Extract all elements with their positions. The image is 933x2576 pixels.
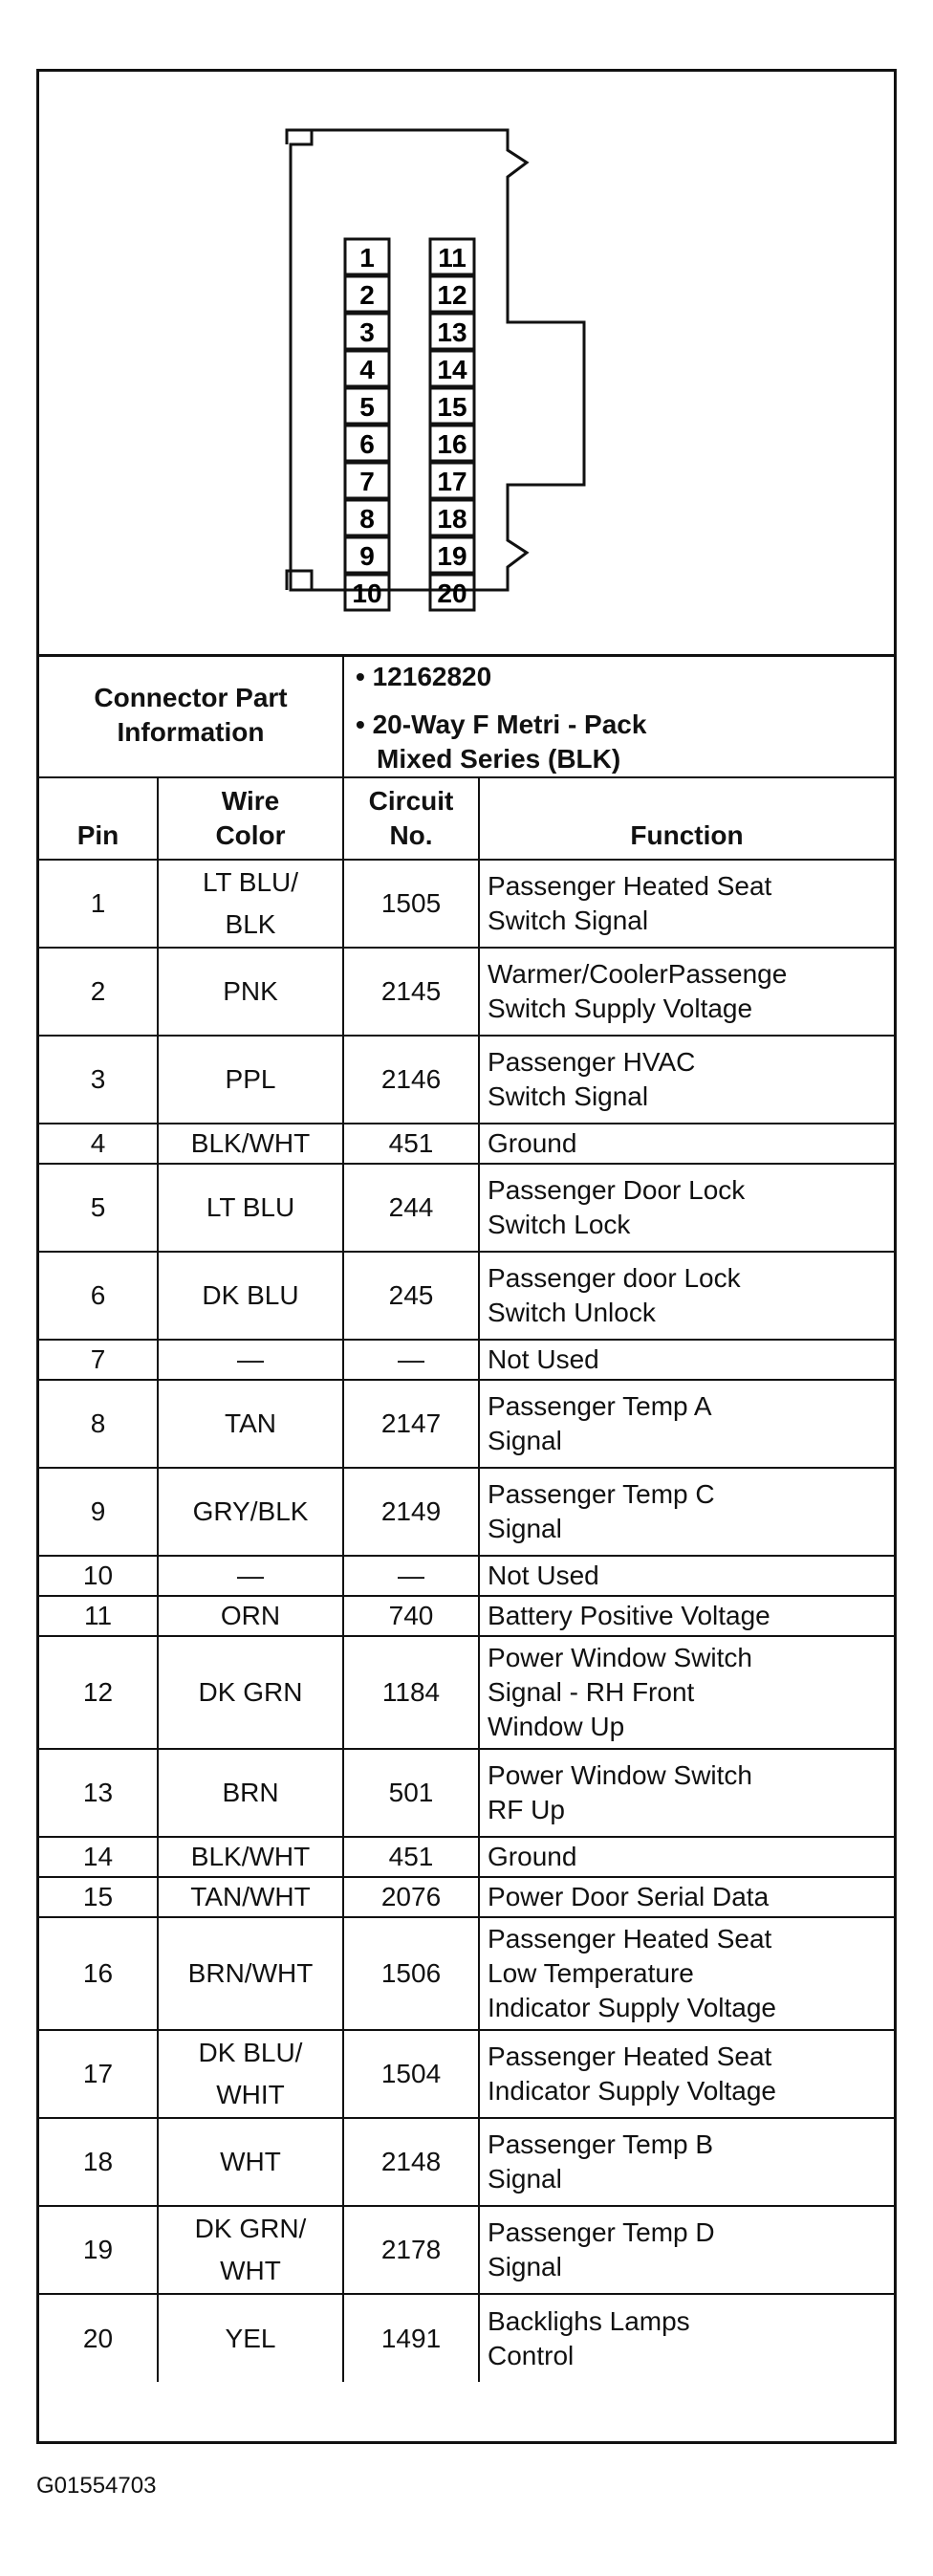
table-row — [39, 1877, 894, 1917]
circuit-cell: — — [343, 1556, 479, 1596]
circuit-cell: — — [343, 1340, 479, 1380]
pin-number-1: 1 — [359, 243, 375, 273]
wire-color-cell — [158, 1036, 343, 1124]
wire-color-cell — [158, 860, 343, 948]
function-line: Not Used — [488, 1561, 599, 1590]
connector-description-2: Mixed Series (BLK) — [377, 744, 621, 774]
circuit-cell: 451 — [343, 1124, 479, 1164]
wire-color-line: PNK — [223, 976, 278, 1006]
function-cell — [479, 1252, 894, 1340]
function-line: Passenger HVAC — [488, 1047, 696, 1077]
circuit-cell: 2146 — [343, 1036, 479, 1124]
function-line: Not Used — [488, 1344, 599, 1374]
wire-color-cell — [158, 2206, 343, 2294]
function-line: Passenger Temp A — [488, 1391, 712, 1421]
pin-cell: 12 — [39, 1636, 158, 1749]
function-cell — [479, 1340, 894, 1380]
connector-description-1: • 20-Way F Metri - Pack — [356, 709, 647, 739]
pin-cell: 3 — [39, 1036, 158, 1124]
function-line: RF Up — [488, 1795, 565, 1824]
table-row — [39, 1749, 894, 1837]
pin-cell: 9 — [39, 1468, 158, 1556]
table-row — [39, 1556, 894, 1596]
pin-number-3: 3 — [359, 317, 375, 347]
pin-number-16: 16 — [437, 429, 467, 459]
wire-color-cell — [158, 1917, 343, 2030]
function-cell — [479, 2118, 894, 2206]
function-line: Signal — [488, 2252, 562, 2281]
function-cell — [479, 1556, 894, 1596]
pin-number-17: 17 — [437, 467, 467, 496]
wire-color-line: GRY/BLK — [192, 1496, 309, 1526]
pin-number-20: 20 — [437, 579, 467, 608]
wire-color-line: BRN/WHT — [187, 1958, 314, 1988]
function-cell — [479, 948, 894, 1036]
wire-color-line: BLK/WHT — [190, 1842, 311, 1871]
wire-color-cell — [158, 1636, 343, 1749]
function-line: Passenger Temp C — [488, 1479, 715, 1509]
pin-number-5: 5 — [359, 392, 375, 422]
function-line: Passenger Heated Seat — [488, 2041, 772, 2071]
table-row — [39, 1837, 894, 1877]
wire-color-line: YEL — [225, 2323, 276, 2353]
pin-cell: 11 — [39, 1596, 158, 1636]
function-line: Indicator Supply Voltage — [488, 2076, 776, 2106]
wire-color-line: BRN — [222, 1778, 279, 1807]
pin-number-7: 7 — [359, 467, 375, 496]
function-line: Signal - RH Front — [488, 1677, 695, 1707]
function-line: Switch Signal — [488, 1081, 649, 1111]
pin-cell: 2 — [39, 948, 158, 1036]
function-cell — [479, 1917, 894, 2030]
function-line: Passenger Heated Seat — [488, 1924, 772, 1954]
pin-cell: 4 — [39, 1124, 158, 1164]
wire-color-line: DK GRN — [198, 1677, 303, 1707]
function-line: Signal — [488, 2164, 562, 2194]
function-line: Switch Lock — [488, 1210, 631, 1239]
circuit-cell: 2145 — [343, 948, 479, 1036]
pin-cell: 5 — [39, 1164, 158, 1252]
connector-info-row — [39, 654, 894, 777]
wire-color-line: WHT — [220, 2147, 281, 2176]
table-row — [39, 1917, 894, 2030]
header-wire-color — [158, 777, 343, 860]
pin-number-12: 12 — [437, 280, 467, 310]
header-pin: Pin — [39, 777, 158, 860]
table-row — [39, 1468, 894, 1556]
wire-color-cell — [158, 1596, 343, 1636]
pin-number-14: 14 — [437, 355, 467, 384]
circuit-cell: 2148 — [343, 2118, 479, 2206]
pin-number-15: 15 — [437, 392, 467, 422]
pin-cell: 14 — [39, 1837, 158, 1877]
table-row — [39, 1340, 894, 1380]
connector-info-values — [343, 654, 894, 777]
wire-color-line: DK BLU — [202, 1280, 299, 1310]
wire-color-cell — [158, 1380, 343, 1468]
pin-number-4: 4 — [359, 355, 375, 384]
wire-color-line: LT BLU/ — [202, 867, 299, 897]
table-row — [39, 1252, 894, 1340]
connector-outline — [39, 72, 894, 657]
wire-color-cell — [158, 2030, 343, 2118]
function-line: Low Temperature — [488, 1958, 694, 1988]
circuit-cell: 1504 — [343, 2030, 479, 2118]
wire-color-cell — [158, 1164, 343, 1252]
pin-cell: 18 — [39, 2118, 158, 2206]
wire-color-line: ORN — [220, 1601, 281, 1630]
table-row — [39, 2206, 894, 2294]
wire-color-line: WHT — [220, 2256, 281, 2285]
pin-cell: 13 — [39, 1749, 158, 1837]
pin-cell: 10 — [39, 1556, 158, 1596]
pin-number-6: 6 — [359, 429, 375, 459]
function-line: Passenger Temp D — [488, 2217, 715, 2247]
function-line: Passenger Heated Seat — [488, 871, 772, 901]
wire-color-cell — [158, 2294, 343, 2382]
wire-color-cell — [158, 1837, 343, 1877]
function-line: Switch Signal — [488, 906, 649, 935]
header-wire-color-line2: Color — [215, 820, 286, 850]
table-row — [39, 1036, 894, 1124]
function-line: Signal — [488, 1426, 562, 1455]
function-line: Passenger Temp B — [488, 2129, 714, 2159]
pin-cell: 8 — [39, 1380, 158, 1468]
circuit-cell: 740 — [343, 1596, 479, 1636]
pin-number-18: 18 — [437, 504, 467, 534]
wire-color-line: DK GRN/ — [194, 2214, 307, 2243]
pin-cell: 16 — [39, 1917, 158, 2030]
function-line: Passenger door Lock — [488, 1263, 741, 1293]
connector-document — [36, 69, 897, 2444]
function-line: Power Window Switch — [488, 1643, 752, 1672]
wire-color-line: WHIT — [216, 2080, 285, 2109]
pin-number-19: 19 — [437, 541, 467, 571]
function-line: Passenger Door Lock — [488, 1175, 746, 1205]
function-cell — [479, 1380, 894, 1468]
wire-color-cell — [158, 1124, 343, 1164]
pin-cell: 7 — [39, 1340, 158, 1380]
wire-color-cell — [158, 1749, 343, 1837]
circuit-cell: 245 — [343, 1252, 479, 1340]
table-row — [39, 860, 894, 948]
wire-color-line: LT BLU — [206, 1192, 295, 1222]
pin-cell: 1 — [39, 860, 158, 948]
table-row — [39, 1124, 894, 1164]
function-line: Indicator Supply Voltage — [488, 1993, 776, 2022]
function-cell — [479, 1596, 894, 1636]
function-cell — [479, 860, 894, 948]
header-circuit — [343, 777, 479, 860]
function-cell — [479, 1164, 894, 1252]
pin-number-2: 2 — [359, 280, 375, 310]
pin-number-11: 11 — [438, 243, 466, 273]
function-line: Switch Supply Voltage — [488, 993, 753, 1023]
wire-color-cell — [158, 1556, 343, 1596]
function-cell — [479, 1749, 894, 1837]
circuit-cell: 1505 — [343, 860, 479, 948]
header-circuit-line2: No. — [389, 820, 433, 850]
circuit-cell: 2147 — [343, 1380, 479, 1468]
pin-cell: 15 — [39, 1877, 158, 1917]
wire-color-cell — [158, 1252, 343, 1340]
function-line: Power Door Serial Data — [488, 1882, 770, 1911]
circuit-cell: 1184 — [343, 1636, 479, 1749]
pin-cell: 19 — [39, 2206, 158, 2294]
pin-cell: 6 — [39, 1252, 158, 1340]
table-row — [39, 1380, 894, 1468]
function-cell — [479, 1636, 894, 1749]
function-cell — [479, 2294, 894, 2382]
pin-cell: 17 — [39, 2030, 158, 2118]
function-line: Backlighs Lamps — [488, 2305, 690, 2336]
circuit-cell: 451 — [343, 1837, 479, 1877]
wire-color-line: — — [237, 1561, 264, 1590]
function-cell — [479, 2206, 894, 2294]
function-line: Window Up — [488, 1712, 625, 1741]
table-row — [39, 2294, 894, 2382]
header-wire-color-line1: Wire — [221, 786, 280, 816]
function-cell — [479, 1124, 894, 1164]
header-circuit-line1: Circuit — [368, 786, 454, 816]
pin-number-13: 13 — [437, 317, 467, 347]
circuit-cell: 2149 — [343, 1468, 479, 1556]
circuit-cell: 1491 — [343, 2294, 479, 2382]
table-row — [39, 1636, 894, 1749]
pin-number-10: 10 — [352, 579, 382, 608]
function-cell — [479, 1877, 894, 1917]
function-line: Battery Positive Voltage — [488, 1601, 770, 1630]
function-line: Warmer/CoolerPassenge — [488, 959, 788, 989]
part-number: • 12162820 — [356, 662, 492, 691]
function-line: Switch Unlock — [488, 1298, 656, 1327]
table-row — [39, 2118, 894, 2206]
circuit-cell: 244 — [343, 1164, 479, 1252]
circuit-cell: 2178 — [343, 2206, 479, 2294]
circuit-cell: 1506 — [343, 1917, 479, 2030]
table-row — [39, 948, 894, 1036]
wire-color-line: TAN — [225, 1408, 276, 1438]
wire-color-cell — [158, 1340, 343, 1380]
wire-color-line: BLK/WHT — [190, 1128, 311, 1158]
function-cell — [479, 1036, 894, 1124]
column-header-row — [39, 777, 894, 860]
wire-color-cell — [158, 2118, 343, 2206]
wire-color-line: DK BLU/ — [198, 2038, 303, 2067]
pinout-table — [39, 654, 894, 2382]
wire-color-line: BLK — [225, 909, 276, 939]
connector-info-label: Connector Part Information — [39, 654, 343, 777]
function-cell — [479, 1837, 894, 1877]
wire-color-cell — [158, 1877, 343, 1917]
wire-color-line: TAN/WHT — [190, 1882, 311, 1911]
circuit-cell: 2076 — [343, 1877, 479, 1917]
table-row — [39, 1164, 894, 1252]
table-row — [39, 2030, 894, 2118]
figure-id: G01554703 — [36, 2473, 157, 2499]
header-function: Function — [479, 777, 894, 860]
function-cell — [479, 2030, 894, 2118]
function-line: Signal — [488, 1514, 562, 1543]
connector-face-diagram — [39, 72, 894, 657]
pin-number-9: 9 — [359, 541, 375, 571]
pin-cell: 20 — [39, 2294, 158, 2382]
function-line: Power Window Switch — [488, 1760, 752, 1790]
wire-color-cell — [158, 948, 343, 1036]
function-cell — [479, 1468, 894, 1556]
function-line: Ground — [488, 1842, 577, 1871]
table-row — [39, 1596, 894, 1636]
wire-color-line: — — [237, 1344, 264, 1374]
circuit-cell: 501 — [343, 1749, 479, 1837]
wire-color-line: PPL — [225, 1064, 276, 1094]
wire-color-cell — [158, 1468, 343, 1556]
function-line: Ground — [488, 1128, 577, 1158]
function-line: Control — [488, 2340, 575, 2370]
pin-number-8: 8 — [359, 504, 375, 534]
